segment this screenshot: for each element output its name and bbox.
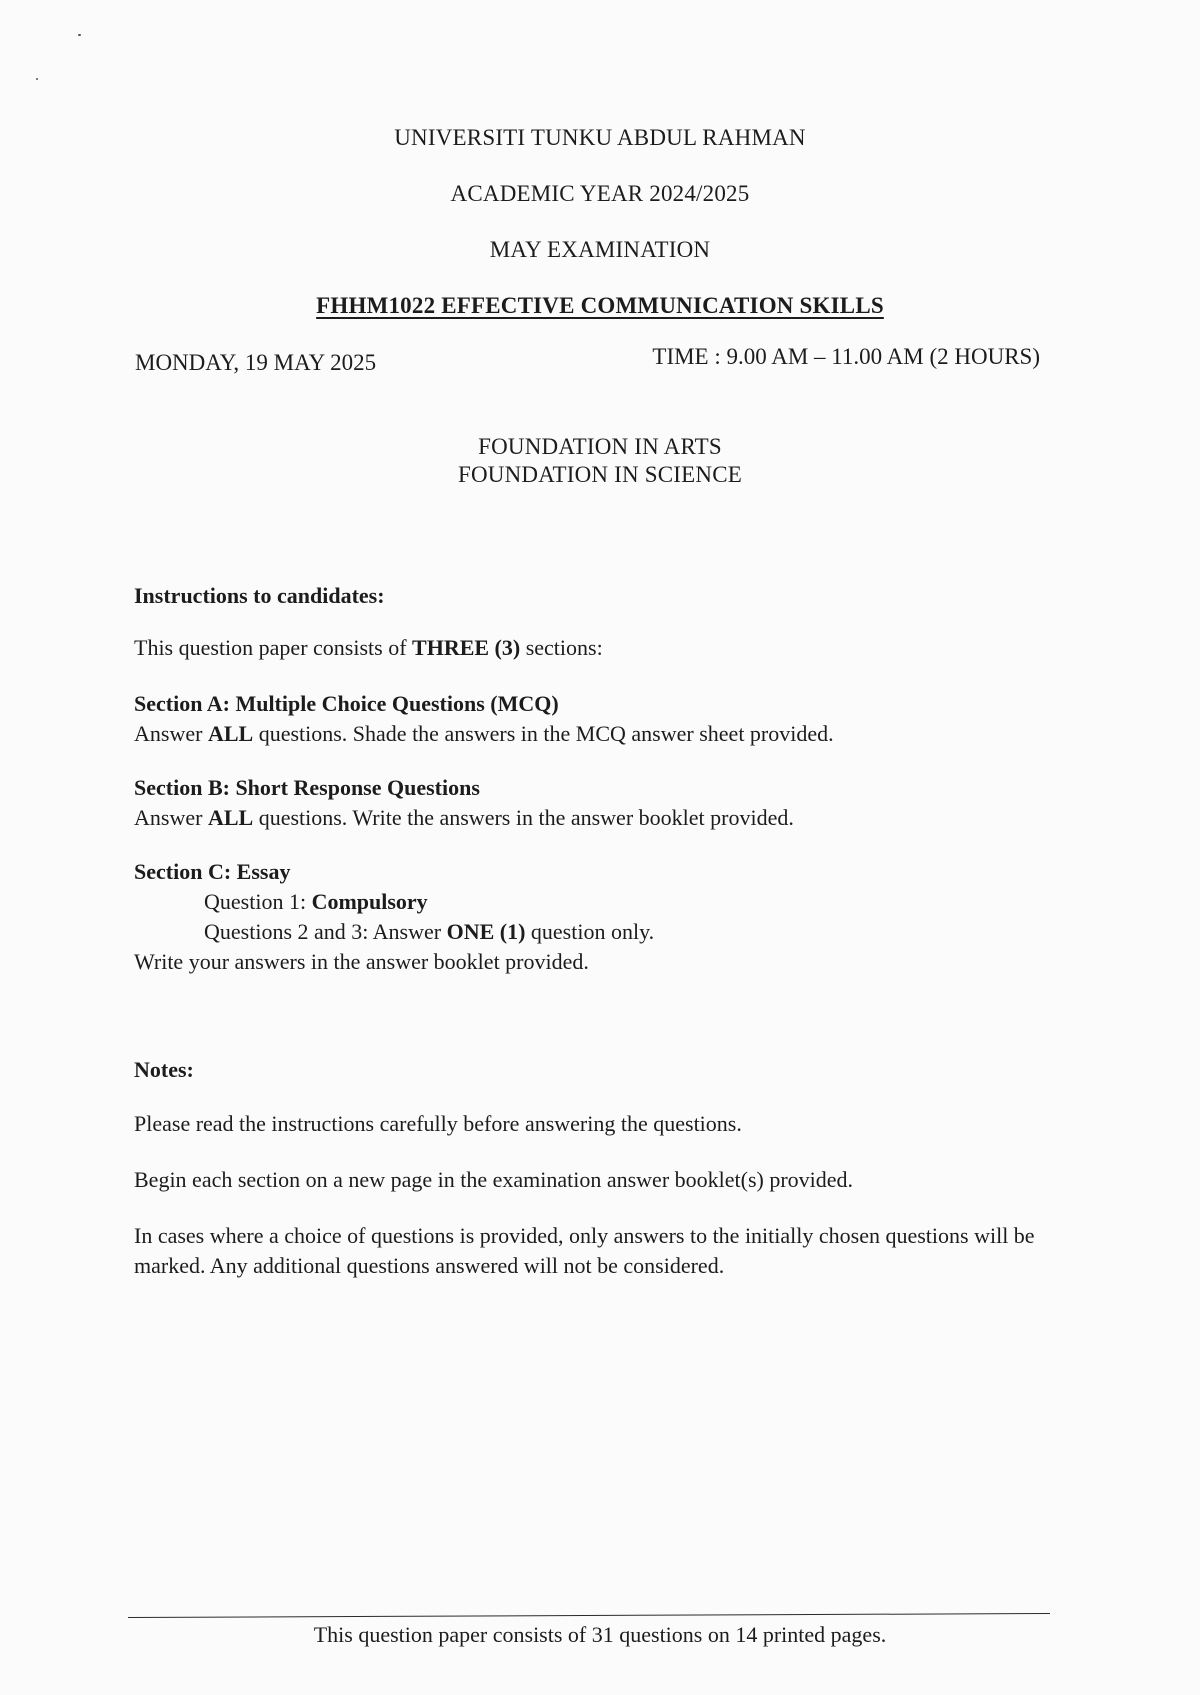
instructions-heading: Instructions to candidates: [134,583,385,608]
scan-speck [36,78,38,80]
section-a-text: Answer [134,721,208,746]
section-b-bold: ALL [207,805,254,830]
scan-speck [78,34,81,36]
notes-heading: Notes: [134,1057,194,1082]
exam-date: MONDAY, 19 MAY 2025 [135,350,377,375]
section-b-heading: Section B: Short Response Questions [134,775,480,800]
academic-year: ACADEMIC YEAR 2024/2025 [450,181,750,206]
q23-text: Questions 2 and 3: Answer [204,919,447,944]
section-b [134,773,794,833]
section-b-instruction [134,803,794,833]
section-a-bold: ALL [207,721,254,746]
section-a-text-end: questions. Shade the answers in the MCQ answer sheet provided. [253,721,834,746]
intro-bold: THREE (3) [412,635,521,660]
section-b-text: Answer [134,805,208,830]
q23-text-end: question only. [525,919,655,944]
q23-bold: ONE (1) [446,919,526,944]
programme-arts: FOUNDATION IN ARTS [478,434,722,459]
exam-time: TIME : 9.00 AM – 11.00 AM (2 HOURS) [652,344,1040,369]
section-c [134,857,654,977]
note-item: Begin each section on a new page in the examination answer booklet(s) provided. [134,1167,854,1192]
footer-rule [128,1613,1050,1618]
university-name: UNIVERSITI TUNKU ABDUL RAHMAN [394,125,806,150]
intro-text: This question paper consists of [134,635,413,660]
q1-bold: Compulsory [311,889,428,914]
section-a-heading: Section A: Multiple Choice Questions (MCQ) [134,691,559,716]
section-c-question-1 [134,887,654,917]
instructions-intro [134,633,603,663]
section-c-write-instruction: Write your answers in the answer booklet provided. [134,949,589,974]
section-a-instruction [134,719,834,749]
section-c-questions-2-3 [134,917,654,947]
section-c-heading: Section C: Essay [134,859,291,884]
note-item: In cases where a choice of questions is provided, only answers to the initially chosen questions will be marked. Any additional questions answered will not be considered. [134,1223,1035,1278]
course-title: FHHM1022 EFFECTIVE COMMUNICATION SKILLS [316,293,884,318]
footer-page-count: This question paper consists of 31 questions on 14 printed pages. [313,1622,887,1647]
programme-science: FOUNDATION IN SCIENCE [457,462,743,487]
section-b-text-end: questions. Write the answers in the answer booklet provided. [253,805,794,830]
intro-text-end: sections: [520,635,603,660]
exam-session: MAY EXAMINATION [489,237,711,262]
note-item: Please read the instructions carefully before answering the questions. [134,1111,742,1136]
section-a [134,689,834,749]
q1-text: Question 1: [204,889,312,914]
